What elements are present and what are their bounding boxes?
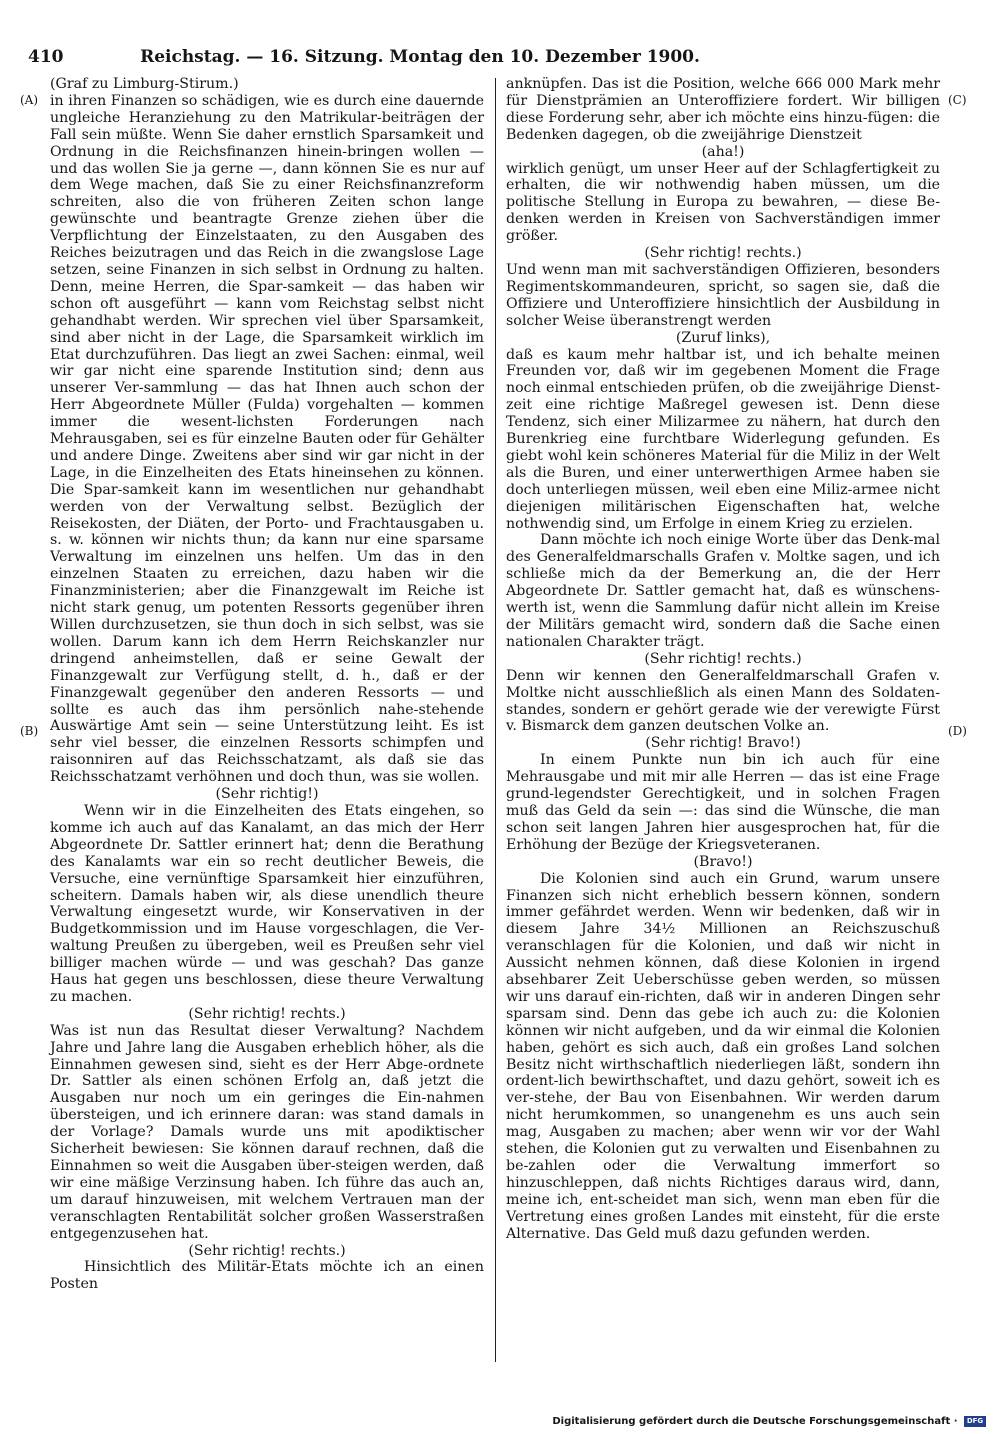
margin-marker-b: (B) xyxy=(20,724,39,738)
paragraph: daß es kaum mehr haltbar ist, und ich behalte meinen Freunden vor, daß wir im gegebenen Moment die Frage noch einmal entschieden prüfen, ob die zweijährige Dienst-zeit eine richtige Maßregel gewesen ist. Denn diese Tendenz, sich einer Milizarmee zu nähern, hat durch den Burenkrieg eine furchtbare Widerlegung gefunden. Es giebt wohl kein schöneres Material für die Miliz in der Welt als die Buren, und einer unterwerthigen Armee haben sie doch unterliegen müssen, weil eben eine Miliz-armee nicht diejenigen militärischen Eigenschaften hat, welche nothwendig sind, um Erfolge in einem Krieg zu erzielen. xyxy=(506,346,940,532)
margin-marker-d: (D) xyxy=(948,724,967,738)
dfg-logo: DFG xyxy=(964,1416,986,1427)
page-title: Reichstag. — 16. Sitzung. Montag den 10. Dezember 1900. xyxy=(140,47,700,67)
interjection: (Sehr richtig! rechts.) xyxy=(644,245,802,262)
page-number: 410 xyxy=(28,47,64,67)
paragraph: In einem Punkte nun bin ich auch für eine Mehrausgabe und mit mir alle Herren — das ist eine Frage grund-legendster Gerechtigkeit, und in solchen Fragen muß das Geld da sein —: das sind die Wünsche, die man schon seit langen Jahren hier ausgesprochen hat, für die Erhöhung der Bezüge der Kriegsveteranen. xyxy=(506,752,940,853)
paragraph: Was ist nun das Resultat dieser Verwaltung? Nachdem Jahre und Jahre lang die Ausgaben erheblich höher, als die Einnahmen gewesen sind, sieht es der Herr Abge-ordnete Dr. Sattler als einen schönen Erfolg an, daß jetzt die Ausgaben nur noch um ein geringes die Ein-nahmen übersteigen, und ich erinnere daran: was stand damals in der Vorlage? Damals wurde uns mit apodiktischer Sicherheit bewiesen: Sie können darauf rechnen, daß die Einnahmen so weit die Ausgaben über-steigen werden, daß wir eine mäßige Verzinsung haben. Ich führe das auch an, um darauf hinzuweisen, mit welchem Vertrauen man der veranschlagten Rentabilität solcher großen Wasserstraßen entgegenzusehen hat. xyxy=(50,1022,484,1242)
interjection: (Sehr richtig! Bravo!) xyxy=(645,735,801,752)
interjection: (Sehr richtig! rechts.) xyxy=(188,1242,346,1259)
funding-note: Digitalisierung gefördert durch die Deutsche Forschungsgemeinschaft · xyxy=(552,1416,958,1427)
paragraph: wirklich genügt, um unser Heer auf der Schlagfertigkeit zu erhalten, die wir nothwendig haben müssen, um die politische Stellung in Europa zu bewahren, — diese Be-denken werden in Kreisen von Sachverständigen immer größer. xyxy=(506,160,940,245)
margin-marker-a: (A) xyxy=(20,93,39,107)
page-header xyxy=(28,44,724,70)
interjection: (aha!) xyxy=(701,143,745,160)
margin-marker-c: (C) xyxy=(948,93,967,107)
paragraph: Denn wir kennen den Generalfeldmarschall Grafen v. Moltke nicht ausschließlich als einen Mann des Soldaten-standes, sondern er gehört gerade wie der verewigte Fürst v. Bismarck dem ganzen deutschen Volke an. xyxy=(506,667,940,735)
right-column xyxy=(506,76,940,1243)
speaker-attribution: (Graf zu Limburg-Stirum.) xyxy=(50,76,239,92)
paragraph: anknüpfen. Das ist die Position, welche 666 000 Mark mehr für Dienstprämien an Unteroffiziere fordert. Wir billigen diese Forderung sehr, aber ich möchte eins hinzu-fügen: die Bedenken dagegen, ob die zweijährige Dienstzeit xyxy=(506,76,940,143)
paragraph: Hinsichtlich des Militär-Etats möchte ich an einen Posten xyxy=(50,1259,484,1293)
paragraph: Wenn wir in die Einzelheiten des Etats eingehen, so komme ich auch auf das Kanalamt, an das mich der Herr Abgeordnete Dr. Sattler erinnert hat; denn die Berathung des Kanalamts war ein so recht deutlicher Beweis, die Versuche, eine vernünftige Sparsamkeit hier einzuführen, scheitern. Damals haben wir, als diese unendlich theure Verwaltung eingesetzt wurde, wir Konservativen in der Budgetkommission und im Hause vorgeschlagen, die Ver-waltung Preußen zu übergeben, weil es Preußen sehr viel billiger machen würde — und was geschah? Das ganze Haus hat gegen uns beschlossen, diese theure Verwaltung zu machen. xyxy=(50,802,484,1005)
paragraph: Die Kolonien sind auch ein Grund, warum unsere Finanzen sich nicht erheblich bessern können, sondern immer gefährdet werden. Wenn wir bedenken, daß wir in diesem Jahre 34½ Millionen an Reichszuschuß veranschlagen für die Kolonien, und daß wir nicht in Aussicht nehmen können, daß diese Kolonien in irgend absehbarer Zeit Ueberschüsse geben werden, so müssen wir uns darauf ein-richten, daß wir in anderen Dingen sehr sparsam sind. Denn das gebe ich auch zu: die Kolonien können wir nicht aufgeben, und da wir einmal die Kolonien haben, gehört es sich auch, daß ein großes Land solchen Besitz nicht wirthschaftlich niederliegen läßt, sondern ihn ordent-lich bewirthschaftet, und dazu gehört, soweit ich es ver-stehe, der Bau von Eisenbahnen. Wir werden darum nicht herumkommen, so unangenehm es uns auch sein mag, Ausgaben zu machen; aber wenn wir vor der Wahl stehen, die Kolonien gut zu verwalten und Eisenbahnen zu be-zahlen oder die Verwaltung immerfort so hinzuschleppen, daß nichts Richtiges daraus wird, dann, meine ich, ent-scheidet man sich, wenn man eben für die Vertretung eines großen Landes mit einsteht, für die erste Alternative. Das Geld muß dazu gefunden werden. xyxy=(506,870,940,1242)
paragraph: Und wenn man mit sachverständigen Offizieren, besonders Regimentskommandeuren, spricht, so sagen sie, daß die Offiziere und Unteroffiziere hinsichtlich der Ausbildung in solcher Weise überanstrengt werden xyxy=(506,261,940,329)
column-divider xyxy=(495,78,496,1362)
paragraph: in ihren Finanzen so schädigen, wie es durch eine dauernde ungleiche Heranziehung zu den Matrikular-beiträgen der Fall sein müßte. Wenn Sie daher ernstlich Sparsamkeit und Ordnung in die Reichsfinanzen hinein-bringen wollen — und das wollen Sie ja gerne —, dann können Sie es nur auf dem Wege machen, daß Sie zu einer Reichsfinanzreform schreiten, also die von früheren Zeiten schon lange gewünschte und beantragte Grenze ziehen über die Verpflichtung der Einzelstaaten, zu den Ausgaben des Reiches beizutragen und das Reich in die zwangslose Lage setzen, seine Finanzen in sich selbst in Ordnung zu halten. Denn, meine Herren, die Spar-samkeit — das haben wir schon oft ausgeführt — kann vom Reichstag selbst nicht gehandhabt werden. Wir sprechen viel über Sparsamkeit, sind aber nicht in der Lage, die Sparsamkeit wirklich im Etat durchzuführen. Das liegt an zwei Sachen: einmal, weil wir gar nicht eine sparende Institution sind; denn aus unserer Ver-sammlung — das hat Ihnen auch schon der Herr Abgeordnete Müller (Fulda) vorgehalten — kommen immer die wesent-lichsten Forderungen nach Mehrausgaben, sei es für einzelne Bauten oder für Gehälter und andere Dinge. Zweitens aber sind wir gar nicht in der Lage, in die Einzelheiten des Etats hineinsehen zu können. Die Spar-samkeit kann im wesentlichen nur gehandhabt werden von der Verwaltung selbst. Bezüglich der Reisekosten, der Diäten, der Porto- und Frachtausgaben u. s. w. können wir nichts thun; da kann nur eine sparsame Verwaltung im einzelnen uns helfen. Um das in den einzelnen Staaten zu erreichen, dazu haben wir die Finanzministerien; aber die Finanzgewalt im Reiche ist nicht stark genug, um potenten Ressorts gegenüber ihren Willen durchzusetzen, sie thun doch in sich selbst, was sie wollen. Darum kann ich dem Herrn Reichskanzler nur dringend anheimstellen, daß er seine Gewalt der Finanzgewalt zur Verfügung stellt, d. h., daß er der Finanzgewalt gegenüber den anderen Ressorts — und sollte es auch das ihm persönlich nahe-stehende Auswärtige Amt sein — seine Unterstützung leiht. Es ist sehr viel besser, die einzelnen Ressorts schimpfen und raisonniren auf das Reichsschatzamt, als daß sie das Reichsschatzamt verhöhnen und doch thun, was sie wollen. xyxy=(50,92,484,786)
interjection: (Bravo!) xyxy=(693,853,753,870)
left-column xyxy=(50,76,484,1293)
interjection: (Sehr richtig! rechts.) xyxy=(188,1005,346,1022)
interjection: (Zuruf links), xyxy=(675,329,771,346)
footer xyxy=(552,1415,986,1429)
paragraph: Dann möchte ich noch einige Worte über das Denk-mal des Generalfeldmarschalls Grafen v. Moltke sagen, und ich schließe mich da der Bemerkung an, die der Herr Abgeordnete Dr. Sattler gemacht hat, daß es wünschens-werth ist, wenn die Sammlung dafür nicht allein im Kreise der Militärs gemacht wird, sondern daß die Sache einen nationalen Charakter trägt. xyxy=(506,532,940,650)
interjection: (Sehr richtig!) xyxy=(215,786,319,803)
interjection: (Sehr richtig! rechts.) xyxy=(644,650,802,667)
